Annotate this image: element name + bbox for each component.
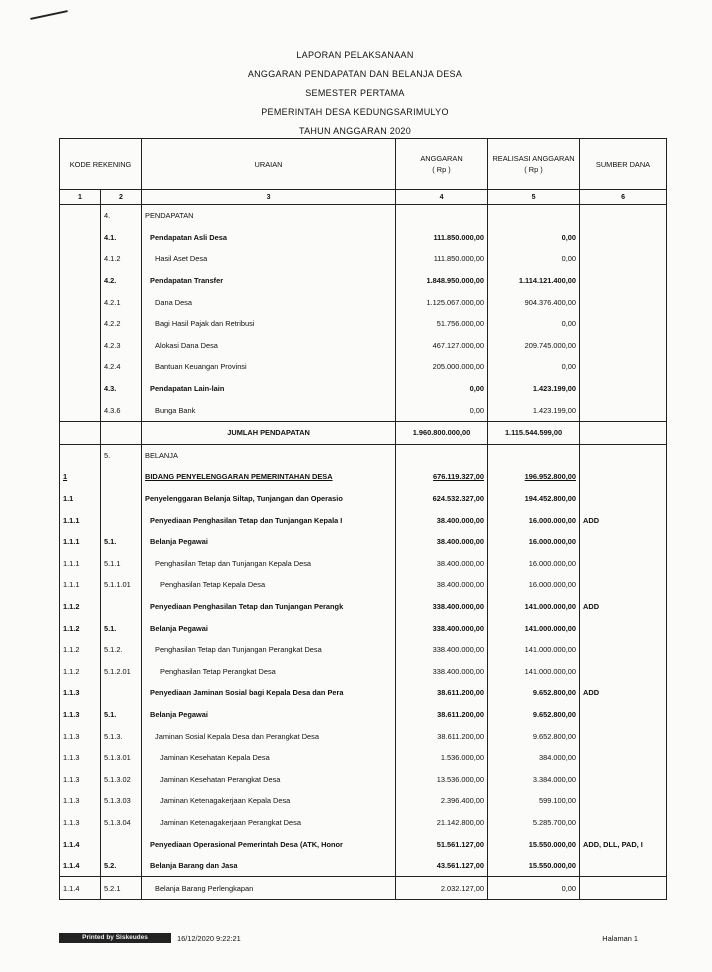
title-line-4: PEMERINTAH DESA KEDUNGSARIMULYO (261, 107, 449, 117)
table-row: 1.1.4 5.2. Belanja Barang dan Jasa 43.561.127,00 15.550.000,00 (60, 855, 667, 877)
header-uraian: URAIAN (142, 139, 396, 190)
report-title (140, 46, 570, 141)
table-row: 4.2.4 Bantuan Keuangan Provinsi 205.000.000,00 0,00 (60, 356, 667, 378)
table-row: 1.1.4 Penyediaan Operasional Pemerintah Desa (ATK, Honor 51.561.127,00 15.550.000,00 ADD, DLL, PAD, I (60, 833, 667, 855)
table-row: 1.1.3 5.1.3.03 Jaminan Ketenagakerjaan Kepala Desa 2.396.400,00 599.100,00 (60, 790, 667, 812)
table-row: 1.1.4 5.2.1 Belanja Barang Perlengkapan 2.032.127,00 0,00 (60, 877, 667, 900)
table-row: 4.1.2 Hasil Aset Desa 111.850.000,00 0,00 (60, 248, 667, 270)
table-row: 1.1 Penyelenggaran Belanja Siltap, Tunjangan dan Operasio 624.532.327,00 194.452.800,00 (60, 488, 667, 510)
title-line-2: ANGGARAN PENDAPATAN DAN BELANJA DESA (247, 69, 463, 79)
table-row: 1.1.1 5.1.1.01 Penghasilan Tetap Kepala Desa 38.400.000,00 16.000.000,00 (60, 574, 667, 596)
header-sumber: SUMBER DANA (580, 139, 667, 190)
table-row: 1.1.2 5.1.2.01 Penghasilan Tetap Perangkat Desa 338.400.000,00 141.000.000,00 (60, 660, 667, 682)
col-number-2: 2 (101, 190, 142, 205)
header-realisasi: REALISASI ANGGARAN ( Rp ) (488, 139, 580, 190)
col-number-3: 3 (142, 190, 396, 205)
printed-by-badge: Printed by Siskeudes (59, 933, 171, 943)
table-row: 4. PENDAPATAN (60, 205, 667, 227)
table-row: 1.1.3 5.1. Belanja Pegawai 38.611.200,00 9.652.800,00 (60, 704, 667, 726)
table-row: 1.1.3 5.1.3.02 Jaminan Kesehatan Perangkat Desa 13.536.000,00 3.384.000,00 (60, 768, 667, 790)
table-row: 4.2.1 Dana Desa 1.125.067.000,00 904.376.400,00 (60, 291, 667, 313)
table-row: 1.1.3 5.1.3. Jaminan Sosial Kepala Desa dan Perangkat Desa 38.611.200,00 9.652.800,00 (60, 725, 667, 747)
page-footer (59, 933, 666, 945)
table-row: 4.1. Pendapatan Asli Desa 111.850.000,00 0,00 (60, 227, 667, 249)
table-row: 1.1.3 5.1.3.01 Jaminan Kesehatan Kepala Desa 1.536.000,00 384.000,00 (60, 747, 667, 769)
total-anggaran: 1.960.800.000,00 (396, 421, 488, 444)
table-row: 4.2. Pendapatan Transfer 1.848.950.000,00 1.114.121.400,00 (60, 270, 667, 292)
col-number-5: 5 (488, 190, 580, 205)
table-row: 1.1.2 Penyediaan Penghasilan Tetap dan Tunjangan Perangk 338.400.000,00 141.000.000,00 ADD (60, 596, 667, 618)
total-realisasi: 1.115.544.599,00 (488, 421, 580, 444)
table-row: 4.2.3 Alokasi Dana Desa 467.127.000,00 209.745.000,00 (60, 335, 667, 357)
col-number-6: 6 (580, 190, 667, 205)
page-number: Halaman 1 (602, 934, 638, 943)
col-number-4: 4 (396, 190, 488, 205)
title-line-5: TAHUN ANGGARAN 2020 (298, 126, 412, 136)
total-row (60, 421, 667, 444)
table-row: 4.3. Pendapatan Lain-lain 0,00 1.423.199,00 (60, 378, 667, 400)
table-row: 5. BELANJA (60, 444, 667, 466)
title-line-3: SEMESTER PERTAMA (305, 88, 405, 98)
table-row: 1 BIDANG PENYELENGGARAN PEMERINTAHAN DESA 676.119.327,00 196.952.800,00 (60, 466, 667, 488)
header-anggaran: ANGGARAN ( Rp ) (396, 139, 488, 190)
table-row: 1.1.1 5.1.1 Penghasilan Tetap dan Tunjangan Kepala Desa 38.400.000,00 16.000.000,00 (60, 553, 667, 575)
table-row: 1.1.3 Penyediaan Jaminan Sosial bagi Kepala Desa dan Pera 38.611.200,00 9.652.800,00 ADD (60, 682, 667, 704)
table-row: 1.1.3 5.1.3.04 Jaminan Ketenagakerjaan Perangkat Desa 21.142.800,00 5.285.700,00 (60, 812, 667, 834)
print-timestamp: 16/12/2020 9:22:21 (177, 934, 241, 943)
budget-table (59, 138, 667, 900)
pen-mark (30, 10, 68, 20)
table-row: 1.1.1 Penyediaan Penghasilan Tetap dan Tunjangan Kepala I 38.400.000,00 16.000.000,00 ADD (60, 509, 667, 531)
col-number-1: 1 (60, 190, 101, 205)
table-row: 4.2.2 Bagi Hasil Pajak dan Retribusi 51.756.000,00 0,00 (60, 313, 667, 335)
table-row: 1.1.1 5.1. Belanja Pegawai 38.400.000,00 16.000.000,00 (60, 531, 667, 553)
header-kode: KODE REKENING (60, 139, 142, 190)
total-label: JUMLAH PENDAPATAN (142, 421, 396, 444)
table-row: 1.1.2 5.1. Belanja Pegawai 338.400.000,00 141.000.000,00 (60, 617, 667, 639)
table-row: 4.3.6 Bunga Bank 0,00 1.423.199,00 (60, 399, 667, 421)
title-line-1: LAPORAN PELAKSANAAN (296, 50, 414, 60)
table-row: 1.1.2 5.1.2. Penghasilan Tetap dan Tunjangan Perangkat Desa 338.400.000,00 141.000.000,00 (60, 639, 667, 661)
